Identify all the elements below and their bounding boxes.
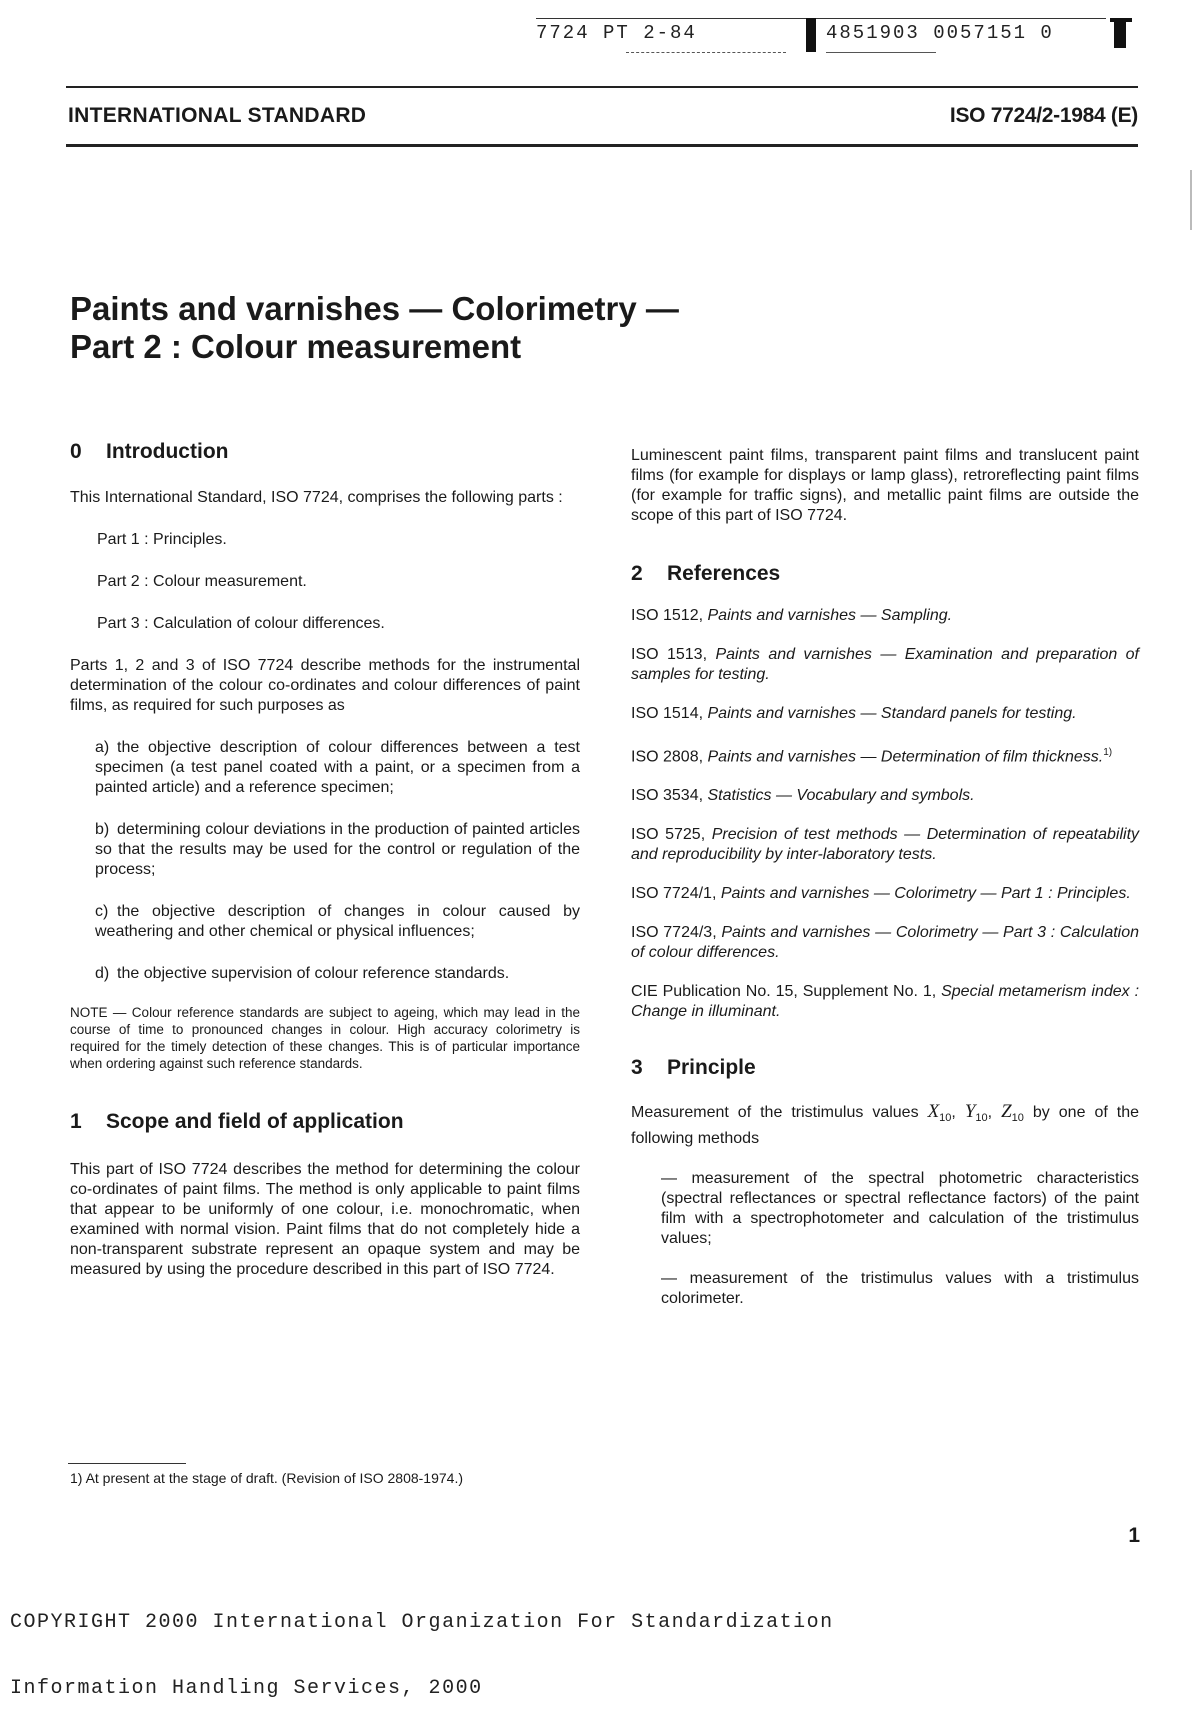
right-column [631,446,1139,1309]
reference-title: Paints and varnishes — Standard panels for testing. [707,705,1077,722]
tristimulus-x: X [927,1101,940,1123]
section-heading-introduction [70,440,580,464]
note-paragraph: NOTE — Colour reference standards are subject to ageing, which may lead in the course of time to pronounced changes in colour. High accuracy colorimetry is required for the timely detection of these changes. This is of particular importance when ordering against such reference standards. [70,1005,580,1071]
header-standard-type: INTERNATIONAL STANDARD [68,104,367,127]
subscript: 10 [939,1112,952,1125]
purpose-list-item [70,820,580,880]
footnote-rule [68,1463,186,1464]
section-heading-scope [70,1110,580,1134]
footnote-marker: 1) [1103,747,1113,758]
section-number: 0 [70,440,82,463]
parts-list-item: Part 2 : Colour measurement. [97,573,307,590]
method-list-item: — measurement of the spectral photometric characteristics (spectral reflectances or spectral reflectance factors) of the paint film with a spectrophotometer and calculation of the tristimulus values; [661,1169,1139,1247]
reference-item [631,743,1139,767]
header-rule-top [66,86,1138,88]
list-text: the objective supervision of colour reference standards. [117,965,510,982]
list-label: b) [95,821,110,838]
list-label: d) [95,965,110,982]
parts-list-item: Part 3 : Calculation of colour differences. [97,615,385,632]
section-title: Scope and field of application [106,1110,404,1133]
section-title: Principle [667,1056,756,1080]
principle-text: by one of the following methods [631,1104,1140,1147]
section-title: Introduction [106,440,229,463]
reference-title: Paints and varnishes — Colorimetry — Part 3 : Calculation of colour differences. [631,924,1140,962]
reference-code: ISO 2808, [631,748,704,766]
page-title [70,290,679,366]
reference-title: Paints and varnishes — Colorimetry — Part 1 : Principles. [720,885,1131,903]
tristimulus-z: Z [1001,1101,1012,1123]
divider [816,18,1106,19]
purpose-list-item [70,902,580,942]
purpose-list-item [70,964,580,984]
left-column [70,440,580,1280]
reference-title: Paints and varnishes — Determination of film thickness. [707,748,1104,766]
list-label: c) [95,903,109,920]
reference-code: ISO 1512, [631,607,704,624]
section-title: References [667,562,781,585]
copyright-notice [10,1568,834,1722]
page-number: 1 [1128,1524,1140,1547]
reference-code: ISO 1514, [631,705,704,722]
barcode-mark [806,18,816,52]
reference-code: ISO 7724/3, [631,924,717,942]
subscript: 10 [1011,1112,1024,1125]
section-number: 2 [631,562,643,585]
copyright-line-2: Information Handling Services, 2000 [10,1677,483,1700]
reference-item [631,645,1139,685]
reference-item [631,825,1139,865]
footnote: 1) At present at the stage of draft. (Revision of ISO 2808-1974.) [70,1470,463,1486]
reference-item [631,606,1139,626]
reference-title: Paints and varnishes — Sampling. [707,607,953,624]
principle-text: Measurement of the tristimulus values [631,1104,919,1122]
principle-paragraph: Measurement of the tristimulus values $X_{10}$, $Y_{10}$, $Z_{10}$ by one of the following methods [631,1101,1140,1147]
reference-code: ISO 1513, [631,646,708,663]
section-heading-principle [631,1056,1139,1080]
purpose-paragraph: Parts 1, 2 and 3 of ISO 7724 describe methods for the instrumental determination of the colour co-ordinates and colour differences of paint films, as required for such purposes as [70,657,580,714]
intro-paragraph: This International Standard, ISO 7724, comprises the following parts : [70,489,563,506]
reference-title: Paints and varnishes — Examination and preparation of samples for testing. [631,646,1139,683]
scope-exclusion-paragraph: Luminescent paint films, transparent paint films and translucent paint films (for example for displays or lamp glass), retroreflecting paint films (for example for traffic signs), and metallic paint films are outside the scope of this part of ISO 7724. [631,447,1139,524]
divider [826,52,936,53]
section-number: 1 [70,1110,82,1133]
reference-title: Special metamerism index : Change in illuminant. [631,983,1140,1021]
list-text: the objective description of colour differences between a test specimen (a test panel coated with a paint, or a specimen from a painted article) and a reference specimen; [95,739,580,796]
list-text: determining colour deviations in the production of painted articles so that the results may be used for the control or regulation of the process; [95,821,580,878]
divider [626,52,786,53]
reference-code: CIE Publication No. 15, Supplement No. 1, [631,983,937,1001]
section-number: 3 [631,1056,643,1080]
reference-item [631,704,1139,724]
tristimulus-y: Y [964,1101,976,1123]
scope-paragraph: This part of ISO 7724 describes the method for determining the colour co-ordinates of paint films. The method is only applicable to paint films that appear to be uniformly of one colour, i.e. monochromatic, when examined with normal vision. Paint films that do not completely hide a non-transparent substrate represent an opaque system and may be measured by using the procedure described in this part of ISO 7724. [70,1161,580,1278]
list-label: a) [95,739,110,756]
reference-code: ISO 7724/1, [631,885,717,903]
barcode-mark [1114,18,1126,48]
list-text: the objective description of changes in colour caused by weathering and other chemical or physical influences; [95,903,580,940]
purpose-list-item [70,738,580,798]
document-code-strip [536,18,1136,58]
reference-item [631,884,1139,904]
parts-list-item: Part 1 : Principles. [97,531,227,548]
reference-item [631,982,1139,1022]
reference-item [631,923,1139,963]
divider [536,18,806,19]
reference-code: ISO 5725, [631,826,706,844]
method-list-item: — measurement of the tristimulus values with a tristimulus colorimeter. [661,1269,1139,1307]
document-code-right: 4851903 0057151 0 [826,22,1054,44]
scan-edge-mark [1190,170,1192,230]
section-heading-references [631,562,1139,586]
header-rule-bottom [66,144,1138,147]
subscript: 10 [975,1112,988,1125]
header-standard-number: ISO 7724/2-1984 (E) [949,104,1138,127]
copyright-line-1: COPYRIGHT 2000 International Organization For Standardization [10,1611,834,1634]
reference-item [631,786,1139,806]
reference-title: Statistics — Vocabulary and symbols. [707,787,975,805]
document-code-left: 7724 PT 2-84 [536,22,697,44]
title-line-1: Paints and varnishes — Colorimetry — [70,290,679,327]
reference-title: Precision of test methods — Determination of repeatability and reproducibility by inter-laboratory tests. [631,826,1140,864]
reference-code: ISO 3534, [631,787,704,805]
title-line-2: Part 2 : Colour measurement [70,328,522,365]
